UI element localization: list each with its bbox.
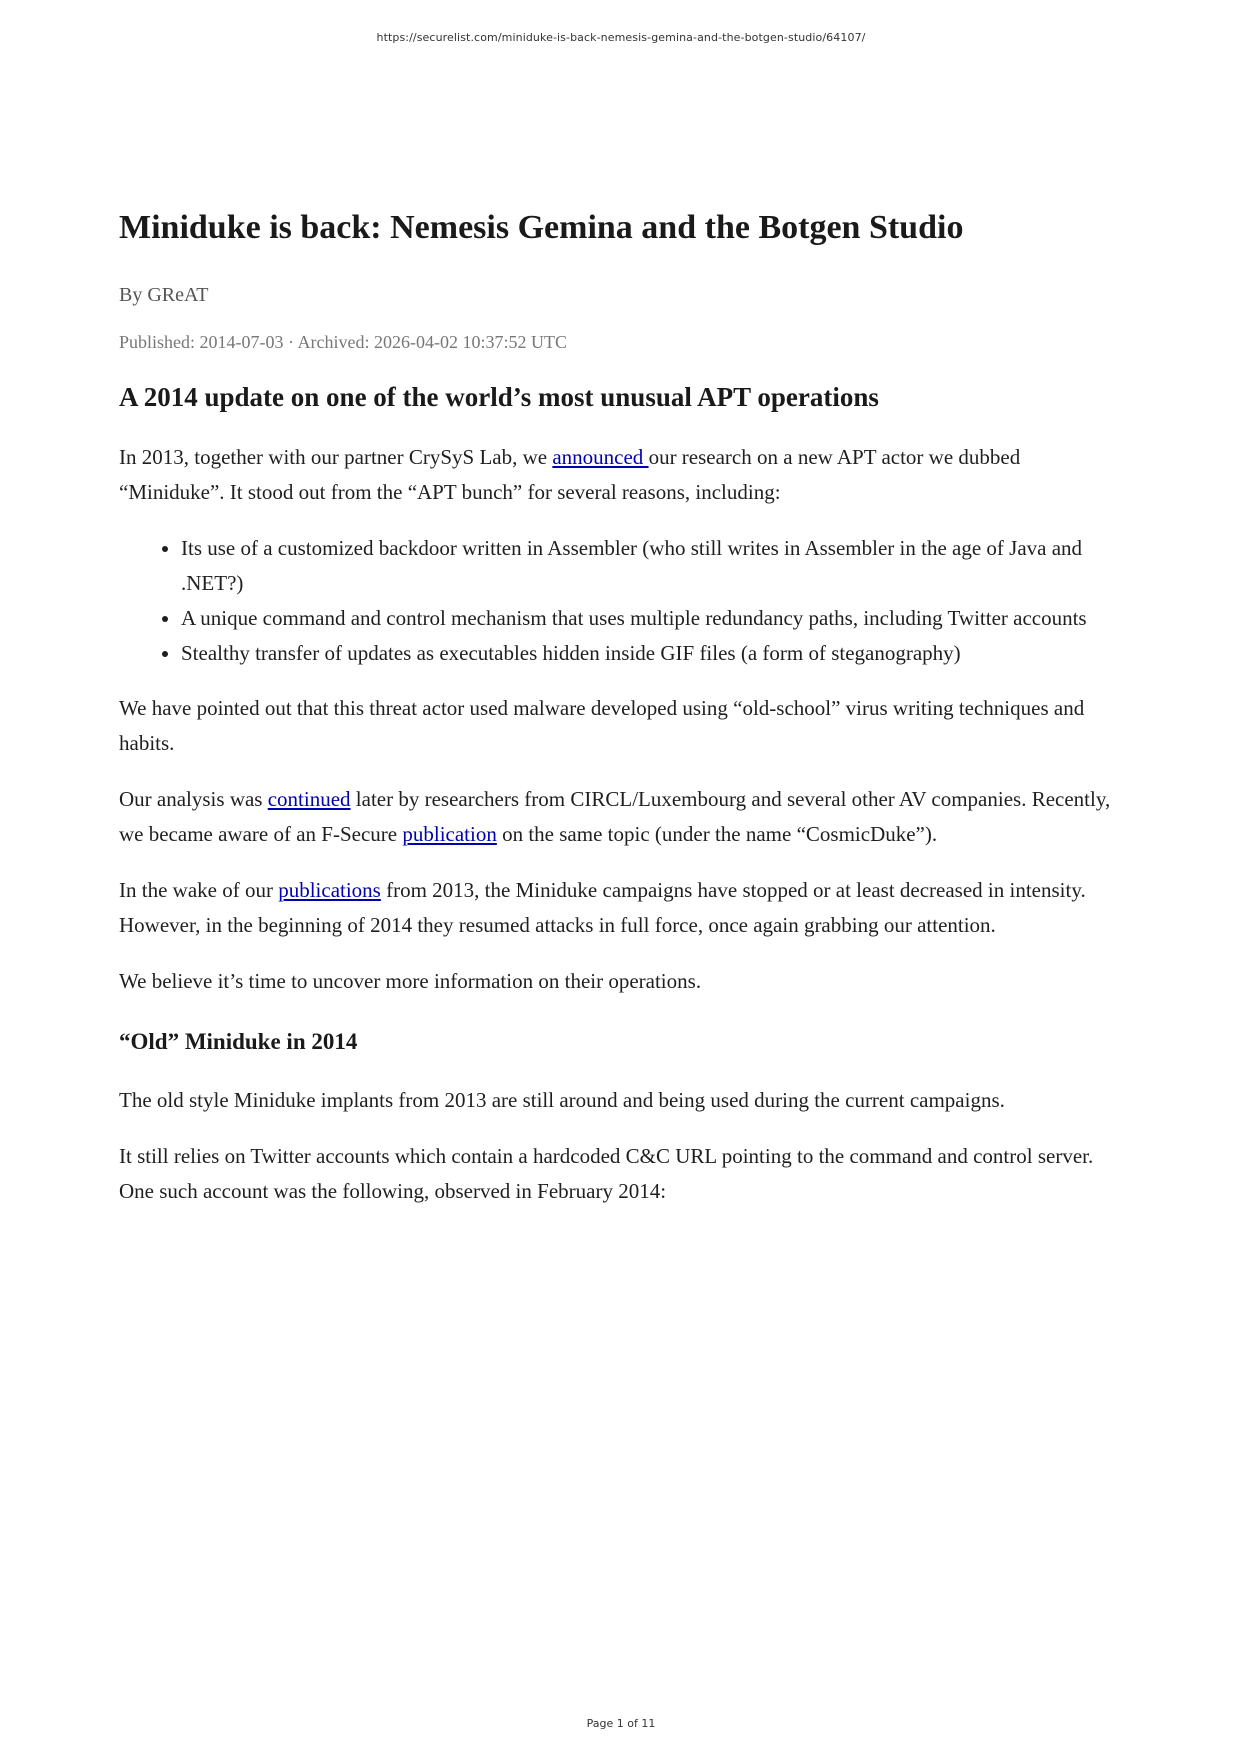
page-number: Page 1 of 11 xyxy=(586,1717,656,1730)
paragraph-text: In 2013, together with our partner CrySyS Lab, we xyxy=(119,445,553,469)
article-content xyxy=(119,208,1129,1230)
paragraph-text: In the wake of our xyxy=(119,878,279,902)
paragraph-intro xyxy=(119,440,1129,510)
paragraph-text: later by researchers from CIRCL/Luxembourg and several other AV companies. Recently, we became aware of an F-Secure xyxy=(119,787,1111,846)
page-url-header: https://securelist.com/miniduke-is-back-nemesis-gemina-and-the-botgen-studio/64107/ xyxy=(376,31,866,44)
article-subtitle: A 2014 update on one of the world’s most unusual APT operations xyxy=(119,382,879,412)
publication-link[interactable]: publication xyxy=(402,822,497,846)
paragraph-text: our research on a new APT actor we dubbed “Miniduke”. It stood out from the “APT bunch” for several reasons, including: xyxy=(119,445,1021,504)
paragraph-analysis xyxy=(119,782,1129,852)
reasons-list xyxy=(119,531,1129,671)
list-item: • A unique command and control mechanism that uses multiple redundancy paths, including Twitter accounts xyxy=(181,601,1129,636)
list-item: • Stealthy transfer of updates as executables hidden inside GIF files (a form of steganography) xyxy=(181,636,1129,671)
paragraph-text: Our analysis was xyxy=(119,787,268,811)
paragraph-old-school: We have pointed out that this threat actor used malware developed using “old-school” virus writing techniques and habits. xyxy=(119,696,1085,755)
article-meta: Published: 2014-07-03 · Archived: 2026-04-02 10:37:52 UTC xyxy=(119,332,567,352)
article-byline: By GReAT xyxy=(119,284,209,306)
paragraph-text: on the same topic (under the name “CosmicDuke”). xyxy=(496,822,938,846)
paragraph-uncover: We believe it’s time to uncover more information on their operations. xyxy=(119,969,702,993)
continued-link[interactable]: continued xyxy=(267,787,351,811)
paragraph-text: from 2013, the Miniduke campaigns have stopped or at least decreased in intensity. However, in the beginning of 2014 they resumed attacks in full force, once again grabbing our attention. xyxy=(119,878,1086,937)
paragraph-old-style: The old style Miniduke implants from 2013 are still around and being used during the current campaigns. xyxy=(119,1088,1005,1112)
paragraph-wake xyxy=(119,873,1129,943)
section-heading-old-miniduke: “Old” Miniduke in 2014 xyxy=(119,1029,358,1054)
publications-link[interactable]: publications xyxy=(278,878,381,902)
paragraph-twitter: It still relies on Twitter accounts which contain a hardcoded C&C URL pointing to the command and control server. One such account was the following, observed in February 2014: xyxy=(119,1144,1094,1203)
article-title: Miniduke is back: Nemesis Gemina and the Botgen Studio xyxy=(119,209,964,246)
list-item: • Its use of a customized backdoor written in Assembler (who still writes in Assembler in the age of Java and .NET?) xyxy=(181,531,1129,601)
announced-link[interactable]: announced xyxy=(552,445,649,469)
